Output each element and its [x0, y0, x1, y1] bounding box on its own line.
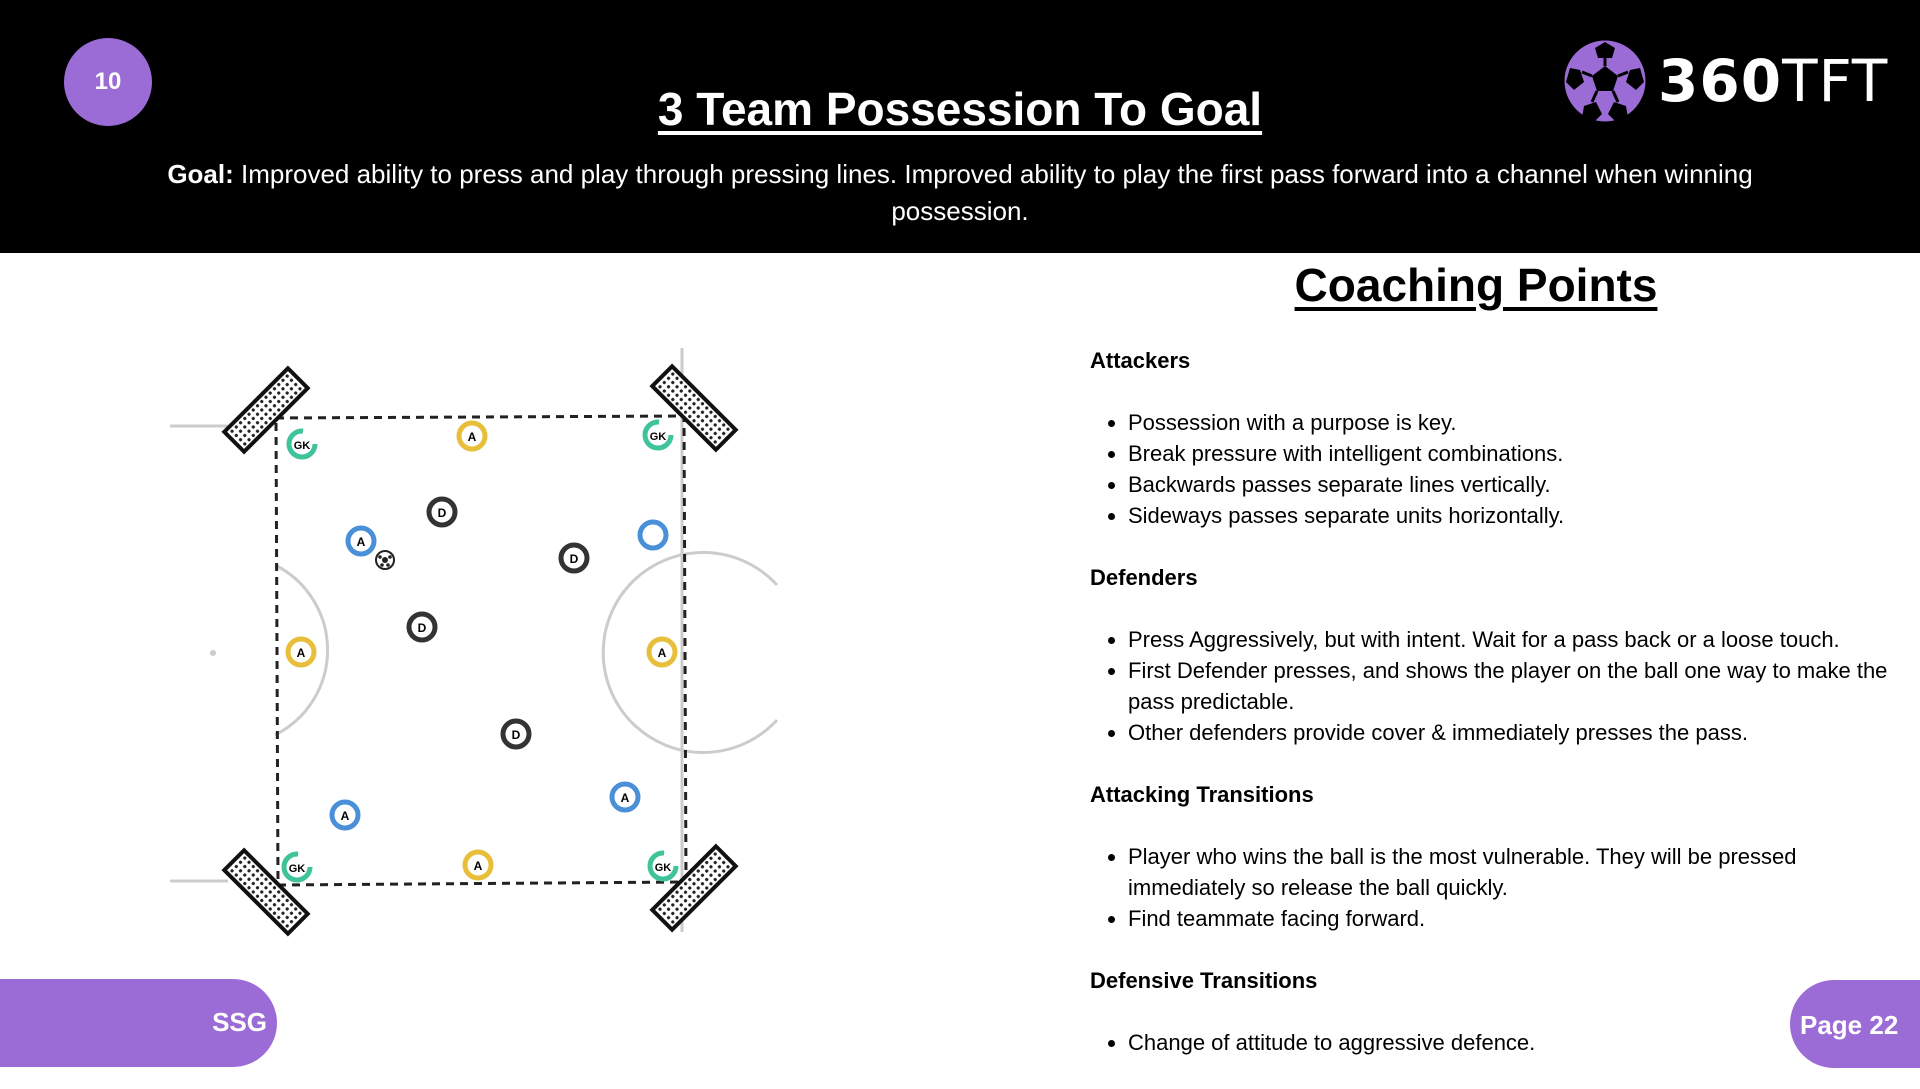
- gk-label: GK: [654, 862, 672, 874]
- player-attacker-blue-icon: [612, 784, 638, 810]
- section-heading: Attackers: [1090, 348, 1191, 373]
- bullet-list: [1090, 407, 1890, 531]
- defender-label: D: [511, 728, 521, 742]
- player-blue-icon: [640, 522, 666, 548]
- player-attacker-yellow-icon: [288, 639, 314, 665]
- category-tab: [0, 979, 277, 1067]
- coaching-points: [1090, 345, 1890, 1089]
- gk-label: GK: [288, 863, 306, 875]
- section-defenders: [1090, 562, 1890, 748]
- page-title: 3 Team Possession To Goal: [657, 83, 1263, 135]
- pitch-diagram: [160, 340, 780, 940]
- section-attackers: [1090, 345, 1890, 531]
- brand-name-bold: 360: [1658, 47, 1783, 115]
- brand-logo: [1560, 36, 1888, 126]
- defender-label: D: [417, 621, 427, 635]
- player-defender-icon: [409, 614, 435, 640]
- player-gk-icon: [650, 853, 676, 879]
- drill-number-badge: 10: [64, 38, 152, 126]
- section-heading: Defensive Transitions: [1090, 968, 1318, 993]
- player-gk-icon: [284, 854, 310, 880]
- attacker-label: A: [620, 791, 630, 805]
- list-item: • Other defenders provide cover & immediately presses the pass.: [1128, 717, 1890, 748]
- player-attacker-yellow-icon: [649, 639, 675, 665]
- bullet-list: [1090, 624, 1890, 748]
- player-attacker-blue-icon: [332, 802, 358, 828]
- player-attacker-yellow-icon: [459, 423, 485, 449]
- brand-name: [1658, 47, 1888, 115]
- page-number-tab: [1790, 980, 1920, 1068]
- player-defender-icon: [503, 721, 529, 747]
- bullet-list: [1090, 1027, 1890, 1058]
- list-item: • Change of attitude to aggressive defence.: [1128, 1027, 1890, 1058]
- coaching-points-title: Coaching Points: [1294, 259, 1658, 311]
- list-item: • Backwards passes separate lines vertically.: [1128, 469, 1890, 500]
- attacker-label: A: [467, 430, 477, 444]
- attacker-label: A: [356, 535, 366, 549]
- player-gk-icon: [289, 431, 315, 457]
- page-number: Page 22: [1800, 1010, 1899, 1040]
- goal-description: [120, 156, 1800, 230]
- defender-label: D: [437, 506, 447, 520]
- goal-label: Goal:: [167, 159, 234, 189]
- attacker-label: A: [473, 859, 483, 873]
- player-attacker-blue-icon: [348, 528, 374, 554]
- gk-label: GK: [293, 440, 311, 452]
- list-item: • Break pressure with intelligent combinations.: [1128, 438, 1890, 469]
- gk-label: GK: [649, 431, 667, 443]
- centre-circle: [603, 553, 777, 753]
- pitch-svg: [160, 340, 780, 940]
- header-bar: [0, 0, 1920, 253]
- list-item: • First Defender presses, and shows the player on the ball one way to make the pass predictable.: [1128, 655, 1890, 717]
- bullet-list: [1090, 841, 1890, 934]
- brand-name-light: TFT: [1782, 47, 1889, 115]
- list-item: • Press Aggressively, but with intent. Wait for a pass back or a loose touch.: [1128, 624, 1890, 655]
- ball-icon: [376, 551, 394, 569]
- list-item: • Player who wins the ball is the most vulnerable. They will be pressed immediately so release the ball quickly.: [1128, 841, 1890, 903]
- list-item: • Possession with a purpose is key.: [1128, 407, 1890, 438]
- attacker-label: A: [340, 809, 350, 823]
- attacker-label: A: [296, 646, 306, 660]
- goal-text: Improved ability to press and play through pressing lines. Improved ability to play the first pass forward into a channel when winning possession.: [233, 159, 1753, 226]
- section-attacking-transitions: [1090, 779, 1890, 934]
- defender-label: D: [569, 552, 579, 566]
- player-gk-icon: [645, 422, 671, 448]
- player-defender-icon: [561, 545, 587, 571]
- list-item: • Sideways passes separate units horizontally.: [1128, 500, 1890, 531]
- player-attacker-yellow-icon: [465, 852, 491, 878]
- soccer-ball-icon: [1560, 36, 1650, 126]
- player-defender-icon: [429, 499, 455, 525]
- penalty-spot: [210, 650, 216, 656]
- list-item: • Find teammate facing forward.: [1128, 903, 1890, 934]
- category-label: SSG: [212, 1007, 267, 1037]
- section-heading: Defenders: [1090, 565, 1198, 590]
- section-defensive-transitions: [1090, 965, 1890, 1058]
- attacker-label: A: [657, 646, 667, 660]
- section-heading: Attacking Transitions: [1090, 782, 1314, 807]
